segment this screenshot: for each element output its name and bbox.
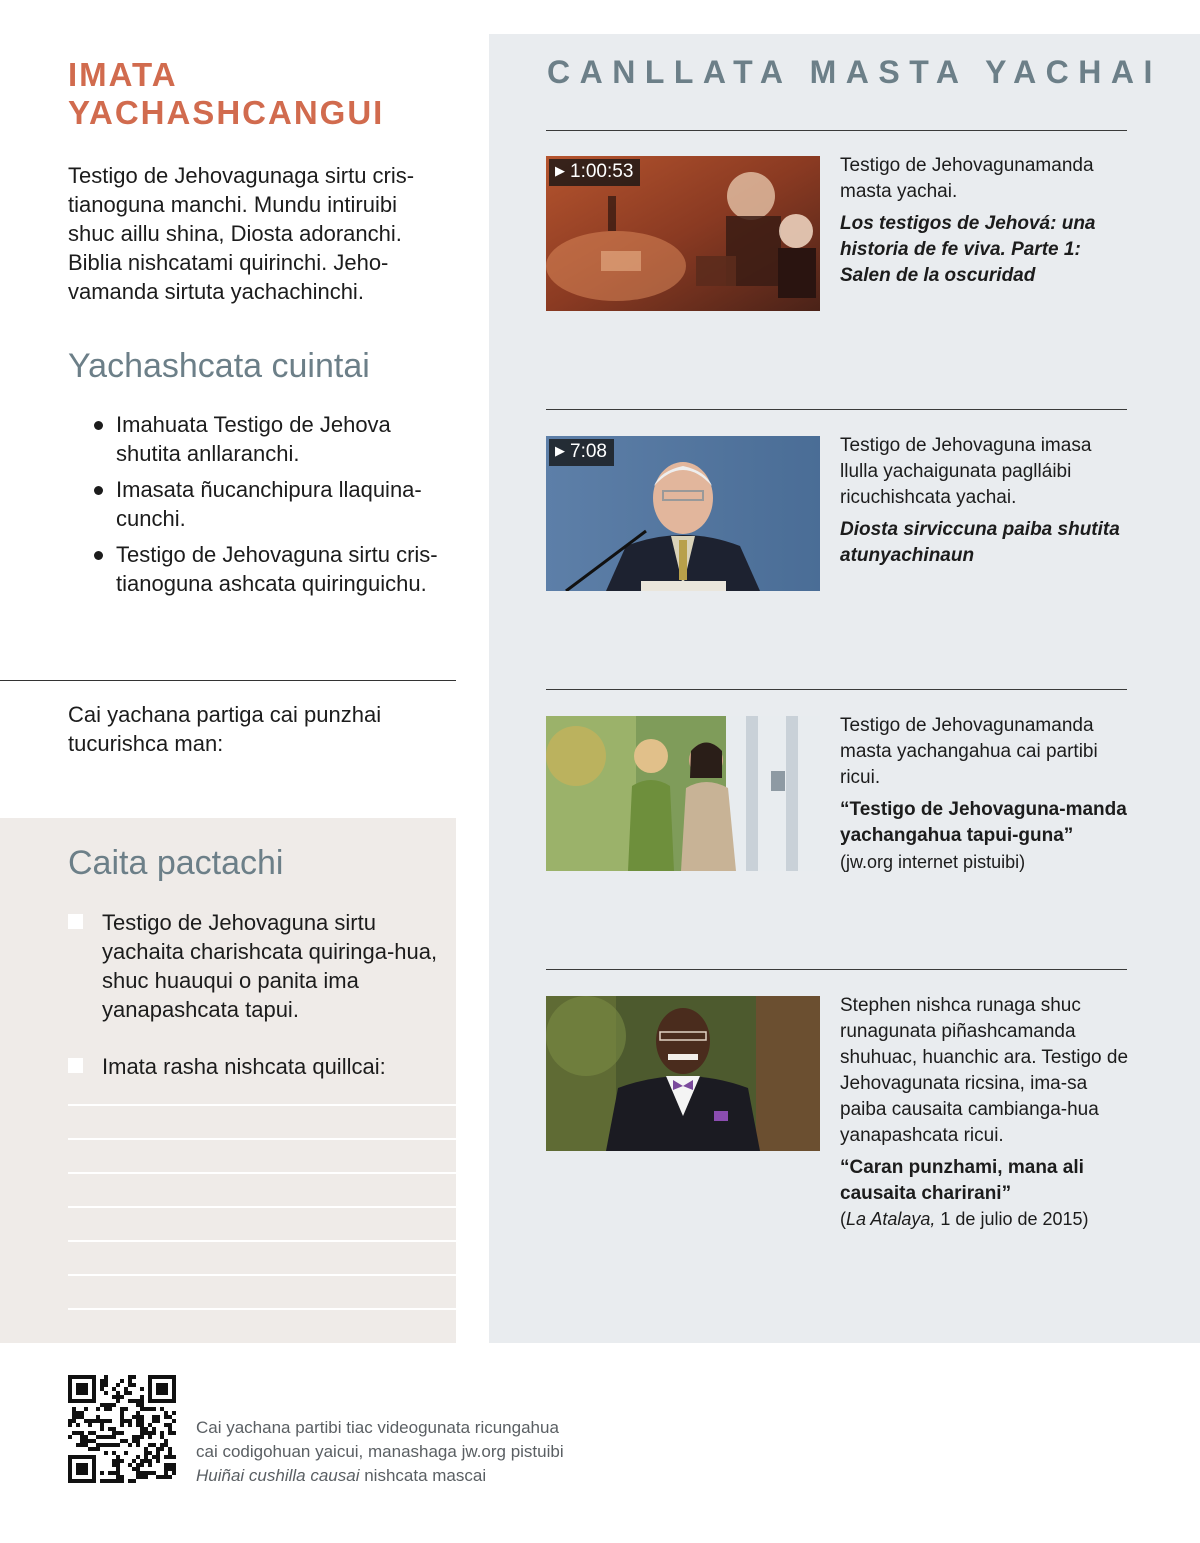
qr-code-graphic — [68, 1375, 176, 1483]
qr-code-icon[interactable] — [68, 1375, 176, 1483]
review-item — [90, 475, 460, 533]
resource-entry — [840, 993, 1130, 1231]
item-divider — [546, 130, 1127, 131]
writing-line[interactable] — [68, 1206, 456, 1208]
article-thumbnail[interactable] — [546, 996, 820, 1151]
resource-title-text: “Testigo de Jehovaguna-manda yachangahua tapui-guna” — [840, 799, 1127, 846]
resource-entry — [840, 713, 1130, 876]
learn-more-title: CANLLATA MASTA YACHAI — [547, 54, 1162, 90]
review-list — [90, 410, 460, 605]
item-divider — [546, 689, 1127, 690]
resource-title[interactable] — [840, 797, 1130, 876]
resource-description: Testigo de Jehovagunamanda masta yachangahua cai partibi ricui. — [840, 715, 1098, 788]
action-item[interactable] — [68, 908, 438, 1024]
duration-text: 7:08 — [570, 441, 607, 462]
footer-line: cai codigohuan yaicui, manashaga jw.org pistuibi — [196, 1442, 564, 1461]
video-thumbnail[interactable] — [546, 436, 820, 591]
action-item[interactable] — [68, 1052, 438, 1081]
door-to-door-photo — [546, 716, 820, 871]
play-icon: ▶ — [555, 443, 565, 458]
action-item-text: Testigo de Jehovaguna sirtu yachaita charishcata quiringa-hua, shuc huauqui o panita ima yanapashcata tapui. — [102, 910, 438, 1022]
review-item-text: Testigo de Jehovaguna sirtu cris-tianoguna ashcata quiringuichu. — [116, 542, 438, 596]
writing-line[interactable] — [68, 1240, 456, 1242]
action-list — [68, 908, 438, 1081]
video-thumbnail[interactable] — [546, 156, 820, 311]
resource-title[interactable]: Los testigos de Jehová: una historia de fe viva. Parte 1: Salen de la oscuridad — [840, 213, 1096, 286]
footer-book-title: Huiñai cushilla causai — [196, 1466, 360, 1485]
completion-note: Cai yachana partiga cai punzhai tucurishca man: — [68, 702, 382, 756]
writing-line[interactable] — [68, 1172, 456, 1174]
article-thumbnail[interactable] — [546, 716, 820, 871]
resource-title[interactable]: Diosta sirviccuna paiba shutita atunyachinaun — [840, 519, 1120, 566]
review-item-text: Imahuata Testigo de Jehova shutita anllaranchi. — [116, 412, 391, 466]
item-divider — [546, 409, 1127, 410]
video-duration-badge — [549, 159, 640, 186]
review-item — [90, 540, 460, 598]
video-duration-badge — [549, 439, 614, 466]
section-title-line2: YACHASHCANGUI — [68, 94, 385, 131]
magazine-title: La Atalaya, — [846, 1209, 936, 1229]
bullet-icon — [94, 486, 103, 495]
review-heading: Yachashcata cuintai — [68, 347, 370, 385]
magazine-date: 1 de julio de 2015) — [935, 1209, 1089, 1229]
section-title — [68, 56, 448, 132]
checkbox-icon[interactable] — [68, 1058, 83, 1073]
intro-paragraph: Testigo de Jehovagunaga sirtu cris-tianoguna manchi. Mundu intiruibi shuc aillu shina, Diosta adoranchi. Biblia nishcatami quirinchi. Jeho-vamanda sirtuta yachachinchi. — [68, 163, 415, 304]
bullet-icon — [94, 421, 103, 430]
footer-line: Cai yachana partibi tiac videogunata ricungahua — [196, 1418, 559, 1437]
action-heading: Caita pactachi — [68, 844, 284, 882]
play-icon: ▶ — [555, 163, 565, 178]
writing-line[interactable] — [68, 1104, 456, 1106]
writing-line[interactable] — [68, 1138, 456, 1140]
bullet-icon — [94, 551, 103, 560]
writing-line[interactable] — [68, 1308, 456, 1310]
checkbox-icon[interactable] — [68, 914, 83, 929]
stephen-photo — [546, 996, 820, 1151]
footer-note — [196, 1416, 656, 1488]
duration-text: 1:00:53 — [570, 161, 634, 182]
left-divider — [0, 680, 456, 681]
resource-source: (jw.org internet pistuibi) — [840, 852, 1026, 872]
review-item — [90, 410, 460, 468]
resource-entry — [840, 433, 1130, 569]
resource-description: Testigo de Jehovagunamanda masta yachai. — [840, 155, 1094, 202]
resource-description: Testigo de Jehovaguna imasa llulla yachaigunata paglláibi ricuchishcata yachai. — [840, 435, 1092, 508]
section-title-line1: IMATA — [68, 56, 178, 93]
resource-title[interactable]: “Caran punzhami, mana ali causaita charirani” — [840, 1157, 1084, 1204]
resource-description: Stephen nishca runaga shuc runagunata piñashcamanda shuhuac, huanchic ara. Testigo de Jehovagunata ricsina, ima-sa paiba causaita cambianga-hua yanapashcata ricui. — [840, 995, 1129, 1146]
source-paren: ( — [840, 1209, 846, 1229]
resource-entry — [840, 153, 1130, 289]
footer-line: nishcata mascai — [359, 1466, 487, 1485]
resource-source — [840, 1207, 1130, 1231]
review-item-text: Imasata ñucanchipura llaquina-cunchi. — [116, 477, 422, 531]
writing-line[interactable] — [68, 1274, 456, 1276]
action-item-text: Imata rasha nishcata quillcai: — [102, 1054, 386, 1079]
item-divider — [546, 969, 1127, 970]
